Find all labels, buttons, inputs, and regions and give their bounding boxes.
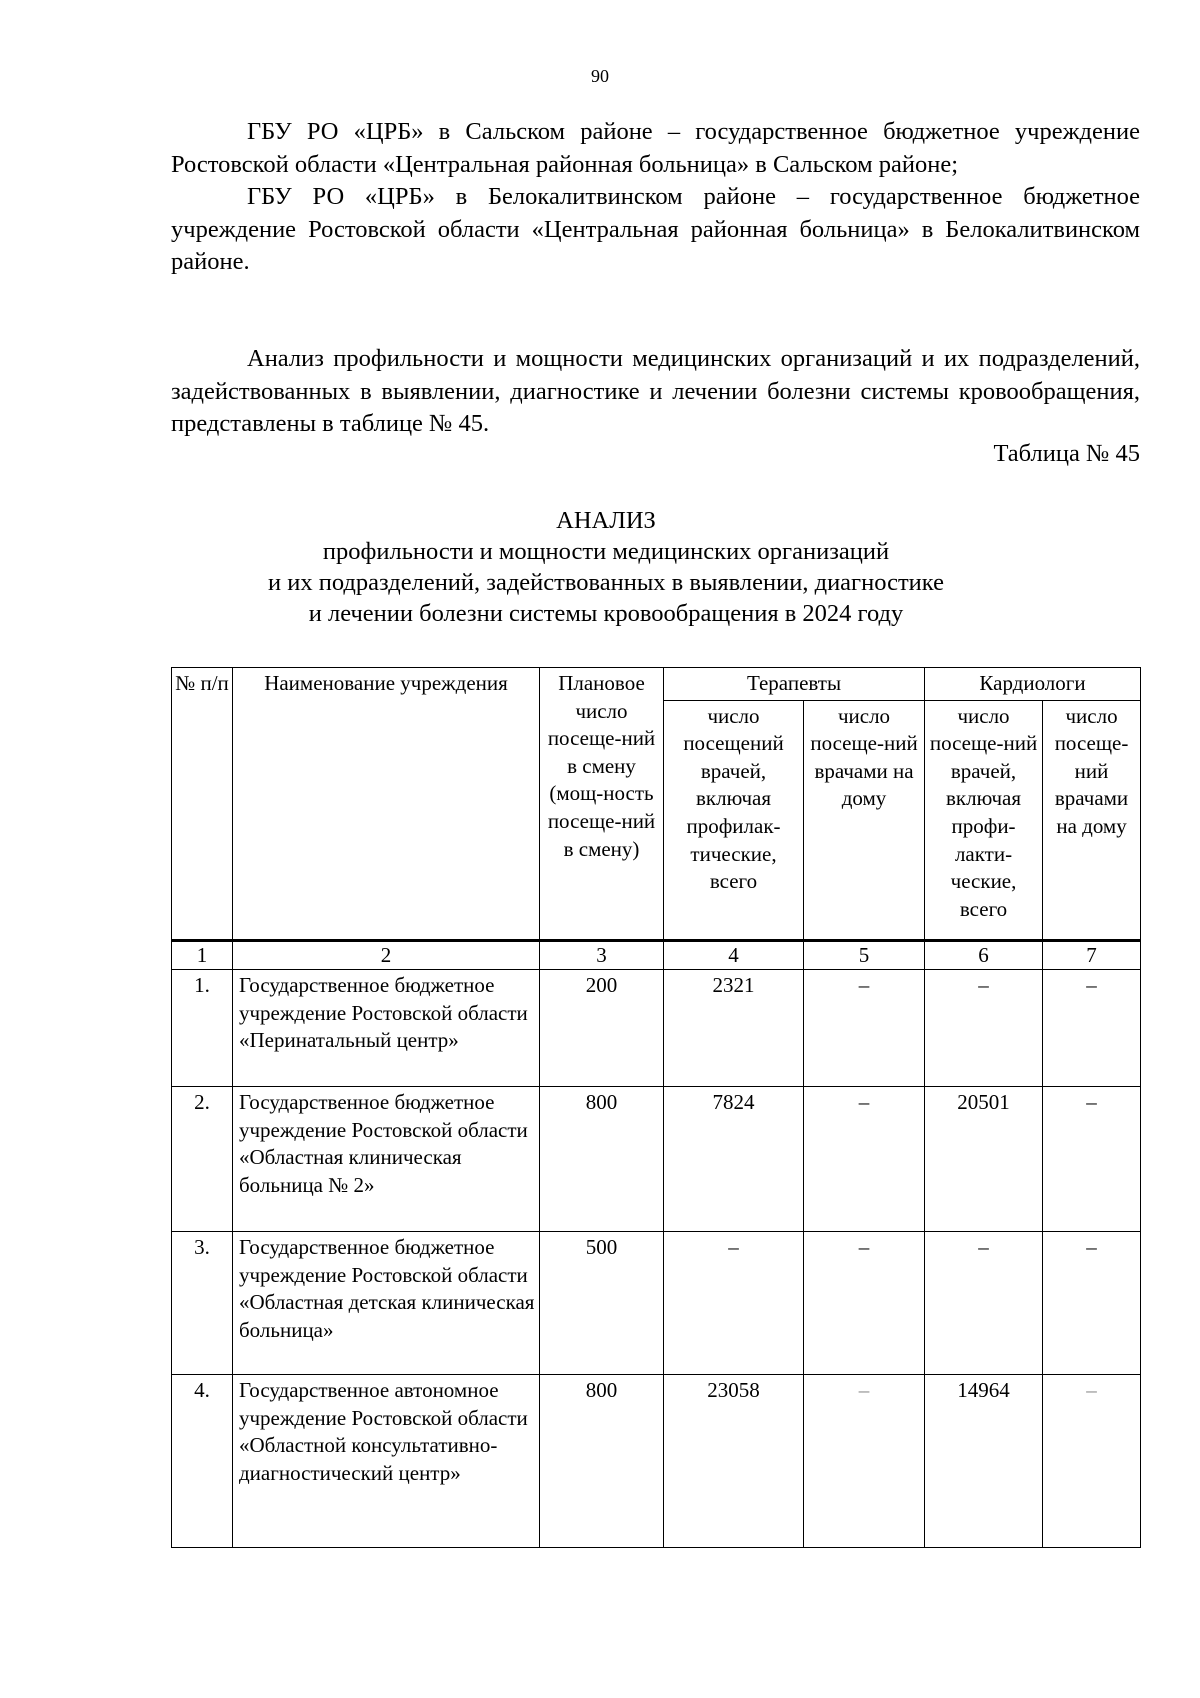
col-num: 4 [664,940,804,970]
cell-name: Государственное автономное учреждение Ростовской области «Областной консультативно-диагностический центр» [233,1375,540,1548]
col-num: 1 [172,940,233,970]
paragraph: Анализ профильности и мощности медицинских организаций и их подразделений, задействованных в выявлении, диагностике и лечении болезни системы кровообращения, представлены в таблице № 45. [171,345,1140,437]
header-planned: Плановое число посеще-ний в смену (мощ-ность посеще-ний в смену) [540,668,664,941]
title-heading: АНАЛИЗ [556,507,656,534]
header-card-home: число посеще-ний врачами на дому [1043,700,1141,940]
cell-ther-visits: 23058 [664,1375,804,1548]
cell-num: 4. [172,1375,233,1548]
table-row [172,970,1141,1087]
cell-card-home: – [1043,970,1141,1087]
header-cardiologists: Кардиологи [925,668,1141,701]
col-num: 2 [233,940,540,970]
cell-card-visits: – [925,970,1043,1087]
paragraph: ГБУ РО «ЦРБ» в Сальском районе – государственное бюджетное учреждение Ростовской области «Центральная районная больница» в Сальском районе; [171,118,1140,178]
table-row [172,1375,1141,1548]
table-row [172,1232,1141,1375]
table-label: Таблица № 45 [993,440,1140,467]
page-number: 90 [591,66,609,86]
cell-card-visits: – [925,1232,1043,1375]
intro-paragraphs [171,116,1140,279]
cell-num: 2. [172,1087,233,1232]
cell-ther-visits: – [664,1232,804,1375]
cell-card-visits: 20501 [925,1087,1043,1232]
data-table [171,667,1141,1548]
paragraph: ГБУ РО «ЦРБ» в Белокалитвинском районе – государственное бюджетное учреждение Ростовской области «Центральная районная больница» в Белокалитвинском районе. [171,183,1140,275]
cell-ther-home: – [804,1232,925,1375]
column-number-row [172,940,1141,970]
header-name: Наименование учреждения [233,668,540,941]
header-num: № п/п [172,668,233,941]
table-row [172,1087,1141,1232]
cell-planned: 200 [540,970,664,1087]
col-num: 6 [925,940,1043,970]
cell-card-home: – [1043,1375,1141,1548]
cell-ther-visits: 2321 [664,970,804,1087]
header-card-visits: число посеще-ний врачей, включая профи-лакти-ческие, всего [925,700,1043,940]
cell-card-visits: 14964 [925,1375,1043,1548]
cell-name: Государственное бюджетное учреждение Ростовской области «Областная детская клиническая больница» [233,1232,540,1375]
cell-planned: 500 [540,1232,664,1375]
title-line: и лечении болезни системы кровообращения в 2024 году [308,600,904,627]
col-num: 7 [1043,940,1141,970]
header-ther-home: число посеще-ний врачами на дому [804,700,925,940]
cell-ther-visits: 7824 [664,1087,804,1232]
cell-num: 1. [172,970,233,1087]
cell-num: 3. [172,1232,233,1375]
cell-card-home: – [1043,1232,1141,1375]
title-line: и их подразделений, задействованных в выявлении, диагностике [268,569,944,596]
col-num: 3 [540,940,664,970]
cell-card-home: – [1043,1087,1141,1232]
cell-planned: 800 [540,1375,664,1548]
analysis-paragraph-wrap [171,343,1140,441]
table-title [0,505,1200,629]
cell-ther-home: – [804,1375,925,1548]
cell-planned: 800 [540,1087,664,1232]
title-line: профильности и мощности медицинских организаций [322,538,890,565]
cell-ther-home: – [804,970,925,1087]
cell-name: Государственное бюджетное учреждение Ростовской области «Перинатальный центр» [233,970,540,1087]
cell-name: Государственное бюджетное учреждение Ростовской области «Областная клиническая больница № 2» [233,1087,540,1232]
header-therapists: Терапевты [664,668,925,701]
col-num: 5 [804,940,925,970]
header-ther-visits: число посещений врачей, включая профилак-тические, всего [664,700,804,940]
cell-ther-home: – [804,1087,925,1232]
